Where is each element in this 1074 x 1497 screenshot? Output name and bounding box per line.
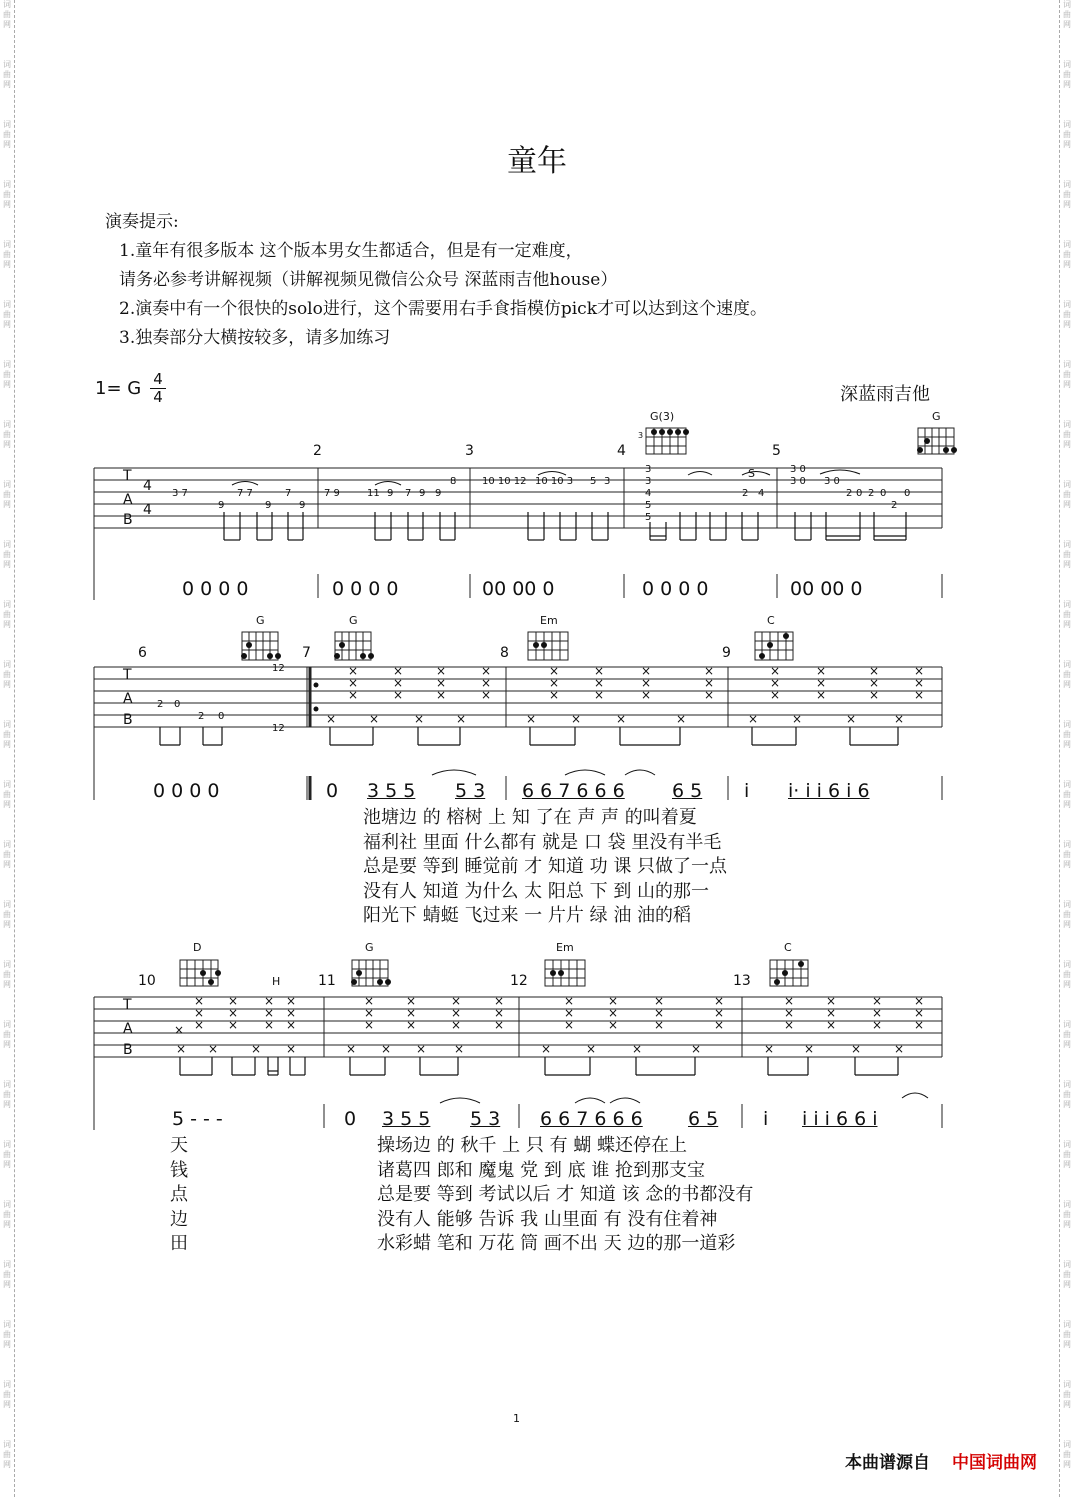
measure-number: 11	[318, 973, 336, 989]
tip-2: 2.演奏中有一个很快的solo进行，这个需要用右手食指模仿pick才可以达到这个速度。	[119, 299, 767, 319]
jianpu-m7-b: 5 3	[455, 780, 486, 802]
strum-x-mark: ×	[174, 1023, 185, 1037]
lyric-end: 钱	[170, 1159, 188, 1181]
jianpu-m11-rest: 0	[344, 1108, 357, 1130]
svg-text:2: 2	[846, 488, 853, 499]
strum-x-mark: ×	[571, 712, 582, 726]
jianpu-m11-a: 3 5 5	[382, 1108, 431, 1130]
tab-numbers-row1	[172, 464, 910, 523]
strum-x-mark: ×	[228, 994, 239, 1008]
svg-text:7 7: 7 7	[237, 488, 253, 499]
tab-time-bottom: 4	[143, 502, 152, 518]
key-signature: 1= G	[95, 378, 142, 399]
stems-row2	[160, 727, 898, 745]
watermark-text: 词 曲 网	[1063, 1260, 1071, 1289]
measure-number: 9	[722, 645, 731, 661]
svg-text:0: 0	[218, 711, 225, 722]
watermark-text: 词 曲 网	[3, 480, 11, 509]
strum-x-mark: ×	[914, 664, 925, 678]
repeat-dot	[314, 707, 319, 712]
strum-x-mark: ×	[784, 1018, 795, 1032]
strum-x-mark: ×	[286, 1042, 297, 1056]
svg-text:2: 2	[742, 488, 749, 499]
measure-number: 7	[302, 645, 311, 661]
watermark-text: 词 曲 网	[1063, 1020, 1071, 1049]
strum-x-mark: ×	[846, 712, 857, 726]
strum-x-mark: ×	[816, 676, 827, 690]
strum-x-mark: ×	[194, 1006, 205, 1020]
strum-x-mark: ×	[549, 676, 560, 690]
svg-text:5: 5	[645, 500, 652, 511]
lyrics-block-2	[377, 1134, 753, 1257]
svg-text:9: 9	[218, 500, 225, 511]
svg-text:9: 9	[387, 488, 394, 499]
svg-text:3: 3	[645, 476, 652, 487]
svg-text:9: 9	[265, 500, 272, 511]
strum-x-mark: ×	[872, 1006, 883, 1020]
svg-text:4: 4	[758, 488, 765, 499]
watermark-text: 词 曲 网	[1063, 660, 1071, 689]
strum-x-mark: ×	[826, 994, 837, 1008]
strum-x-mark: ×	[872, 994, 883, 1008]
strum-x-mark: ×	[914, 1006, 925, 1020]
tips-heading: 演奏提示:	[105, 212, 179, 232]
svg-text:3 0: 3 0	[790, 476, 806, 487]
footer-source: 本曲谱源自	[845, 1453, 930, 1473]
strum-x-mark: ×	[406, 1006, 417, 1020]
strum-x-mark: ×	[176, 1042, 187, 1056]
svg-text:12: 12	[272, 663, 285, 674]
measure-number: 2	[313, 443, 322, 459]
strum-x-mark: ×	[264, 1006, 275, 1020]
jianpu-m4: 0 0 0 0	[642, 578, 709, 600]
lyric-verse-5: 阳光下 蜻蜓 飞过来 一 片片 绿 油 油的稻	[363, 905, 692, 926]
strum-x-mark: ×	[654, 1006, 665, 1020]
strum-x-mark: ×	[770, 676, 781, 690]
svg-text:3 0: 3 0	[824, 476, 840, 487]
strum-x-mark: ×	[594, 664, 605, 678]
chord-fret-number: 3	[638, 431, 644, 440]
chord-label-c: C	[784, 941, 792, 954]
strum-x-mark: ×	[586, 1042, 597, 1056]
watermark-text: 词 曲 网	[3, 1140, 11, 1169]
svg-text:9: 9	[435, 488, 442, 499]
song-title: 童年	[507, 144, 567, 179]
lyric-verse-2: 诸葛四 郎和 魔鬼 党 到 底 谁 抢到那支宝	[377, 1159, 706, 1181]
watermark-text: 词 曲 网	[1063, 240, 1071, 269]
watermark-text: 词 曲 网	[1063, 1440, 1071, 1469]
strum-x-mark: ×	[494, 1006, 505, 1020]
tab-letter-b: B	[123, 512, 133, 528]
strum-x-mark: ×	[451, 994, 462, 1008]
strum-x-mark: ×	[914, 676, 925, 690]
strum-x-mark: ×	[784, 1006, 795, 1020]
lyric-verse-1: 池塘边 的 榕树 上 知 了在 声 声 的叫着夏	[363, 807, 697, 828]
lyric-verse-2: 福利社 里面 什么都有 就是 口 袋 里没有半毛	[363, 831, 722, 853]
strum-x-mark: ×	[393, 676, 404, 690]
watermark-text: 词 曲 网	[3, 1380, 11, 1409]
strum-x-mark: ×	[414, 712, 425, 726]
watermark-text: 词 曲 网	[3, 900, 11, 929]
strum-x-mark: ×	[348, 664, 359, 678]
strum-x-mark: ×	[564, 994, 575, 1008]
strum-x-mark: ×	[393, 688, 404, 702]
watermark-text: 词 曲 网	[1063, 0, 1071, 29]
strum-x-mark: ×	[704, 676, 715, 690]
strum-x-mark: ×	[632, 1042, 643, 1056]
watermark-text: 词 曲 网	[1063, 1140, 1071, 1169]
watermark-text: 词 曲 网	[3, 240, 11, 269]
lyric-verse-5: 水彩蜡 笔和 万花 筒 画不出 天 边的那一道彩	[377, 1233, 736, 1254]
jianpu-m2: 0 0 0 0	[332, 578, 399, 600]
watermark-text: 词 曲 网	[1063, 1200, 1071, 1229]
watermark-text: 词 曲 网	[3, 420, 11, 449]
strum-x-mark: ×	[286, 994, 297, 1008]
strum-x-mark: ×	[816, 688, 827, 702]
strum-x-mark: ×	[406, 994, 417, 1008]
strum-x-mark: ×	[851, 1042, 862, 1056]
strum-x-mark: ×	[616, 712, 627, 726]
lyric-end: 点	[170, 1184, 188, 1205]
watermark-text: 词 曲 网	[3, 360, 11, 389]
strum-x-mark: ×	[456, 712, 467, 726]
strum-x-mark: ×	[869, 664, 880, 678]
repeat-dot	[314, 683, 319, 688]
svg-text:2: 2	[868, 488, 875, 499]
strum-x-mark: ×	[381, 1042, 392, 1056]
watermark-text: 词 曲 网	[3, 60, 11, 89]
strum-x-mark: ×	[608, 1018, 619, 1032]
strum-x-mark: ×	[286, 1006, 297, 1020]
watermark-text: 词 曲 网	[1063, 480, 1071, 509]
svg-text:10 10 12: 10 10 12	[482, 476, 527, 487]
time-sig-top: 4	[153, 370, 163, 388]
jianpu-m8-a: 6 6 7 6 6 6	[522, 780, 625, 802]
svg-text:3: 3	[645, 464, 652, 475]
strum-x-mark: ×	[364, 1006, 375, 1020]
lyric-verse-3: 总是要 等到 睡觉前 才 知道 功 课 只做了一点	[363, 856, 728, 877]
svg-text:0: 0	[174, 699, 181, 710]
watermark-text: 词 曲 网	[3, 120, 11, 149]
jianpu-m8-b: 6 5	[672, 780, 703, 802]
watermark-text: 词 曲 网	[1063, 540, 1071, 569]
strum-x-mark: ×	[406, 1018, 417, 1032]
chord-label-em: Em	[556, 941, 574, 954]
strum-x-mark: ×	[436, 688, 447, 702]
watermark-text: 词 曲 网	[3, 1200, 11, 1229]
jianpu-m7-a: 3 5 5	[367, 780, 416, 802]
strum-x-mark: ×	[348, 676, 359, 690]
strum-x-mark: ×	[704, 664, 715, 678]
strum-x-mark: ×	[714, 1018, 725, 1032]
svg-text:7 9: 7 9	[324, 488, 340, 499]
watermark-text: 词 曲 网	[1063, 1080, 1071, 1109]
strum-x-mark: ×	[714, 994, 725, 1008]
watermark-text: 词 曲 网	[3, 1260, 11, 1289]
watermark-text: 词 曲 网	[3, 540, 11, 569]
jianpu-m5: 00 00 0	[790, 578, 863, 600]
strum-x-mark: ×	[826, 1006, 837, 1020]
svg-text:4: 4	[645, 488, 652, 499]
jianpu-m6: 0 0 0 0	[153, 780, 220, 802]
strum-x-mark: ×	[264, 994, 275, 1008]
strum-x-mark: ×	[481, 676, 492, 690]
measure-number: 5	[772, 443, 781, 459]
watermark-text: 词 曲 网	[3, 720, 11, 749]
strum-x-mark: ×	[264, 1018, 275, 1032]
jianpu-m1: 0 0 0 0	[182, 578, 249, 600]
time-sig-bottom: 4	[153, 388, 163, 406]
tab-letter-t: T	[123, 468, 132, 484]
tab-letter-t: T	[123, 997, 132, 1013]
measure-number: 6	[138, 645, 147, 661]
strum-x-mark: ×	[704, 688, 715, 702]
svg-text:2: 2	[157, 699, 164, 710]
watermark-text: 词 曲 网	[3, 1440, 11, 1469]
watermark-text: 词 曲 网	[1063, 60, 1071, 89]
strum-x-mark: ×	[436, 676, 447, 690]
jianpu-m12-a: 6 6 7 6 6 6	[540, 1108, 643, 1130]
lyric-end: 田	[170, 1233, 188, 1254]
strum-x-mark: ×	[816, 664, 827, 678]
strum-x-mark: ×	[208, 1042, 219, 1056]
slide-label: S	[748, 467, 755, 480]
jianpu-m13-b: i i i 6 6 i	[802, 1108, 878, 1130]
strum-x-mark: ×	[549, 688, 560, 702]
tab-clef	[122, 468, 152, 1058]
strum-x-mark: ×	[641, 688, 652, 702]
watermark-text: 词 曲 网	[3, 780, 11, 809]
lyrics-block-1	[363, 806, 727, 929]
watermark-text: 词 曲 网	[3, 1320, 11, 1349]
watermark-text: 词 曲 网	[1063, 600, 1071, 629]
lyric-verse-4: 没有人 知道 为什么 太 阳总 下 到 山的那一	[363, 880, 710, 902]
strum-x-mark: ×	[481, 664, 492, 678]
strum-x-mark: ×	[436, 664, 447, 678]
watermark-text: 词 曲 网	[1063, 120, 1071, 149]
chord-label-em: Em	[540, 614, 558, 627]
arranger: 深蓝雨吉他	[840, 384, 930, 405]
tab-letter-a: A	[123, 492, 133, 508]
strum-x-mark: ×	[914, 1018, 925, 1032]
lyric-verse-3: 总是要 等到 考试以后 才 知道 该 念的书都没有	[377, 1184, 754, 1205]
lyric-end: 天	[170, 1135, 188, 1156]
watermark-text: 词 曲 网	[3, 1080, 11, 1109]
strum-x-mark: ×	[608, 994, 619, 1008]
strum-x-mark: ×	[872, 1018, 883, 1032]
strum-x-mark: ×	[251, 1042, 262, 1056]
jianpu-m11-b: 5 3	[470, 1108, 501, 1130]
jianpu-m9-b: i· i i 6 i 6	[788, 780, 870, 802]
tab-letter-b: B	[123, 1042, 133, 1058]
watermark-text: 词 曲 网	[1063, 1380, 1071, 1409]
stems-row3	[180, 1057, 898, 1075]
strum-x-mark: ×	[654, 994, 665, 1008]
chord-label-g: G	[365, 941, 374, 954]
strum-x-mark: ×	[764, 1042, 775, 1056]
strum-x-mark: ×	[894, 712, 905, 726]
svg-text:5: 5	[590, 476, 597, 487]
chord-label-g: G	[349, 614, 358, 627]
jianpu-m10: 5 - - -	[172, 1108, 223, 1130]
strum-x-mark: ×	[770, 664, 781, 678]
chord-label-g3: G(3)	[650, 410, 675, 423]
measure-number: 3	[465, 443, 474, 459]
strum-x-mark: ×	[869, 688, 880, 702]
watermark-text: 词 曲 网	[3, 660, 11, 689]
svg-text:0: 0	[856, 488, 863, 499]
watermark-text: 词 曲 网	[1063, 840, 1071, 869]
lyric-verse-1: 操场边 的 秋千 上 只 有 蝴 蝶还停在上	[377, 1135, 688, 1156]
strum-x-mark: ×	[228, 1006, 239, 1020]
tab-time-top: 4	[143, 478, 152, 494]
measure-number: 12	[510, 973, 528, 989]
strum-x-mark: ×	[369, 712, 380, 726]
strum-x-mark: ×	[451, 1006, 462, 1020]
strum-x-mark: ×	[770, 688, 781, 702]
footer-site-link[interactable]: 中国词曲网	[952, 1453, 1037, 1473]
tab-letter-a: A	[123, 1021, 133, 1037]
watermark-text: 词 曲 网	[1063, 360, 1071, 389]
measure-number: 13	[733, 973, 751, 989]
svg-text:3 7: 3 7	[172, 488, 188, 499]
strum-x-mark: ×	[416, 1042, 427, 1056]
svg-text:7: 7	[405, 488, 412, 499]
svg-text:2: 2	[891, 500, 898, 511]
svg-text:3: 3	[604, 476, 611, 487]
watermark-text: 词 曲 网	[1063, 780, 1071, 809]
watermark-text: 词 曲 网	[3, 180, 11, 209]
jianpu-m9-a: i	[744, 780, 750, 802]
measure-number: 4	[617, 443, 626, 459]
chord-label-d: D	[193, 941, 202, 954]
watermark-text: 词 曲 网	[3, 1020, 11, 1049]
strum-x-mark: ×	[654, 1018, 665, 1032]
strum-x-mark: ×	[914, 994, 925, 1008]
strum-x-mark: ×	[826, 1018, 837, 1032]
watermark-text: 词 曲 网	[3, 840, 11, 869]
lyrics-block-2-left	[170, 1134, 188, 1257]
watermark-text: 词 曲 网	[3, 0, 11, 29]
svg-text:9: 9	[419, 488, 426, 499]
strum-x-mark: ×	[608, 1006, 619, 1020]
lyric-end: 边	[170, 1208, 188, 1230]
strum-x-mark: ×	[526, 712, 537, 726]
watermark-text: 词 曲 网	[1063, 900, 1071, 929]
chord-label-g: G	[256, 614, 265, 627]
strum-x-mark: ×	[564, 1018, 575, 1032]
svg-text:10 10 3: 10 10 3	[535, 476, 574, 487]
strum-x-mark: ×	[451, 1018, 462, 1032]
strum-x-mark: ×	[641, 664, 652, 678]
svg-text:11: 11	[367, 488, 380, 499]
svg-text:8: 8	[450, 476, 457, 487]
strum-x-mark: ×	[676, 712, 687, 726]
measure-number: 10	[138, 973, 156, 989]
jianpu-m7-rest: 0	[326, 780, 339, 802]
page-number: 1	[513, 1412, 520, 1425]
strum-x-mark: ×	[346, 1042, 357, 1056]
jianpu-m3: 00 00 0	[482, 578, 555, 600]
strum-x-mark: ×	[594, 676, 605, 690]
watermark-text: 词 曲 网	[1063, 300, 1071, 329]
svg-text:0: 0	[904, 488, 911, 499]
watermark-text: 词 曲 网	[1063, 960, 1071, 989]
tab-letter-a: A	[123, 691, 133, 707]
tip-1-cont: 请务必参考讲解视频（讲解视频见微信公众号 深蓝雨吉他house）	[119, 270, 618, 290]
svg-text:3 0: 3 0	[790, 464, 806, 475]
watermark-text: 词 曲 网	[3, 960, 11, 989]
strum-x-mark: ×	[194, 994, 205, 1008]
strum-x-mark: ×	[894, 1042, 905, 1056]
strum-x-mark: ×	[714, 1006, 725, 1020]
strum-x-mark: ×	[691, 1042, 702, 1056]
watermark-text: 词 曲 网	[1063, 420, 1071, 449]
svg-text:5: 5	[645, 512, 652, 523]
strum-x-mark: ×	[348, 688, 359, 702]
watermark-text: 词 曲 网	[1063, 1320, 1071, 1349]
strum-x-mark: ×	[541, 1042, 552, 1056]
tab-letter-t: T	[123, 667, 132, 683]
tip-1: 1.童年有很多版本 这个版本男女生都适合，但是有一定难度，	[119, 241, 583, 261]
strum-x-mark: ×	[804, 1042, 815, 1056]
svg-text:2: 2	[198, 711, 205, 722]
jianpu-m13-a: i	[763, 1108, 769, 1130]
strum-x-mark: ×	[784, 994, 795, 1008]
strum-x-mark: ×	[564, 1006, 575, 1020]
strum-x-mark: ×	[326, 712, 337, 726]
svg-text:12: 12	[272, 723, 285, 734]
strum-x-mark: ×	[228, 1018, 239, 1032]
harmonic-label: H	[272, 975, 281, 988]
watermark-text: 词 曲 网	[1063, 720, 1071, 749]
strum-x-mark: ×	[194, 1018, 205, 1032]
svg-text:7: 7	[285, 488, 292, 499]
strum-x-mark: ×	[914, 688, 925, 702]
strum-x-mark: ×	[594, 688, 605, 702]
strum-x-mark: ×	[869, 676, 880, 690]
chord-label-c: C	[767, 614, 775, 627]
strum-x-mark: ×	[454, 1042, 465, 1056]
strum-x-mark: ×	[494, 994, 505, 1008]
measure-number: 8	[500, 645, 509, 661]
strum-x-mark: ×	[364, 994, 375, 1008]
strum-x-mark: ×	[364, 1018, 375, 1032]
strum-x-mark: ×	[792, 712, 803, 726]
tip-3: 3.独奏部分大横按较多，请多加练习	[119, 328, 391, 348]
strum-x-mark: ×	[549, 664, 560, 678]
svg-text:0: 0	[880, 488, 887, 499]
watermark-text: 词 曲 网	[3, 600, 11, 629]
strum-marks-row2	[326, 664, 924, 726]
jianpu-m12-b: 6 5	[688, 1108, 719, 1130]
tab-numbers-row2	[157, 663, 285, 734]
strum-x-mark: ×	[748, 712, 759, 726]
strum-x-mark: ×	[393, 664, 404, 678]
strum-x-mark: ×	[481, 688, 492, 702]
lyric-verse-4: 没有人 能够 告诉 我 山里面 有 没有住着神	[377, 1208, 718, 1230]
strum-x-mark: ×	[641, 676, 652, 690]
svg-text:9: 9	[299, 500, 306, 511]
tab-letter-b: B	[123, 712, 133, 728]
strum-marks-row3	[174, 994, 924, 1056]
watermark-text: 词 曲 网	[3, 300, 11, 329]
strum-x-mark: ×	[494, 1018, 505, 1032]
strum-x-mark: ×	[286, 1018, 297, 1032]
chord-label-g: G	[932, 410, 941, 423]
watermark-text: 词 曲 网	[1063, 180, 1071, 209]
